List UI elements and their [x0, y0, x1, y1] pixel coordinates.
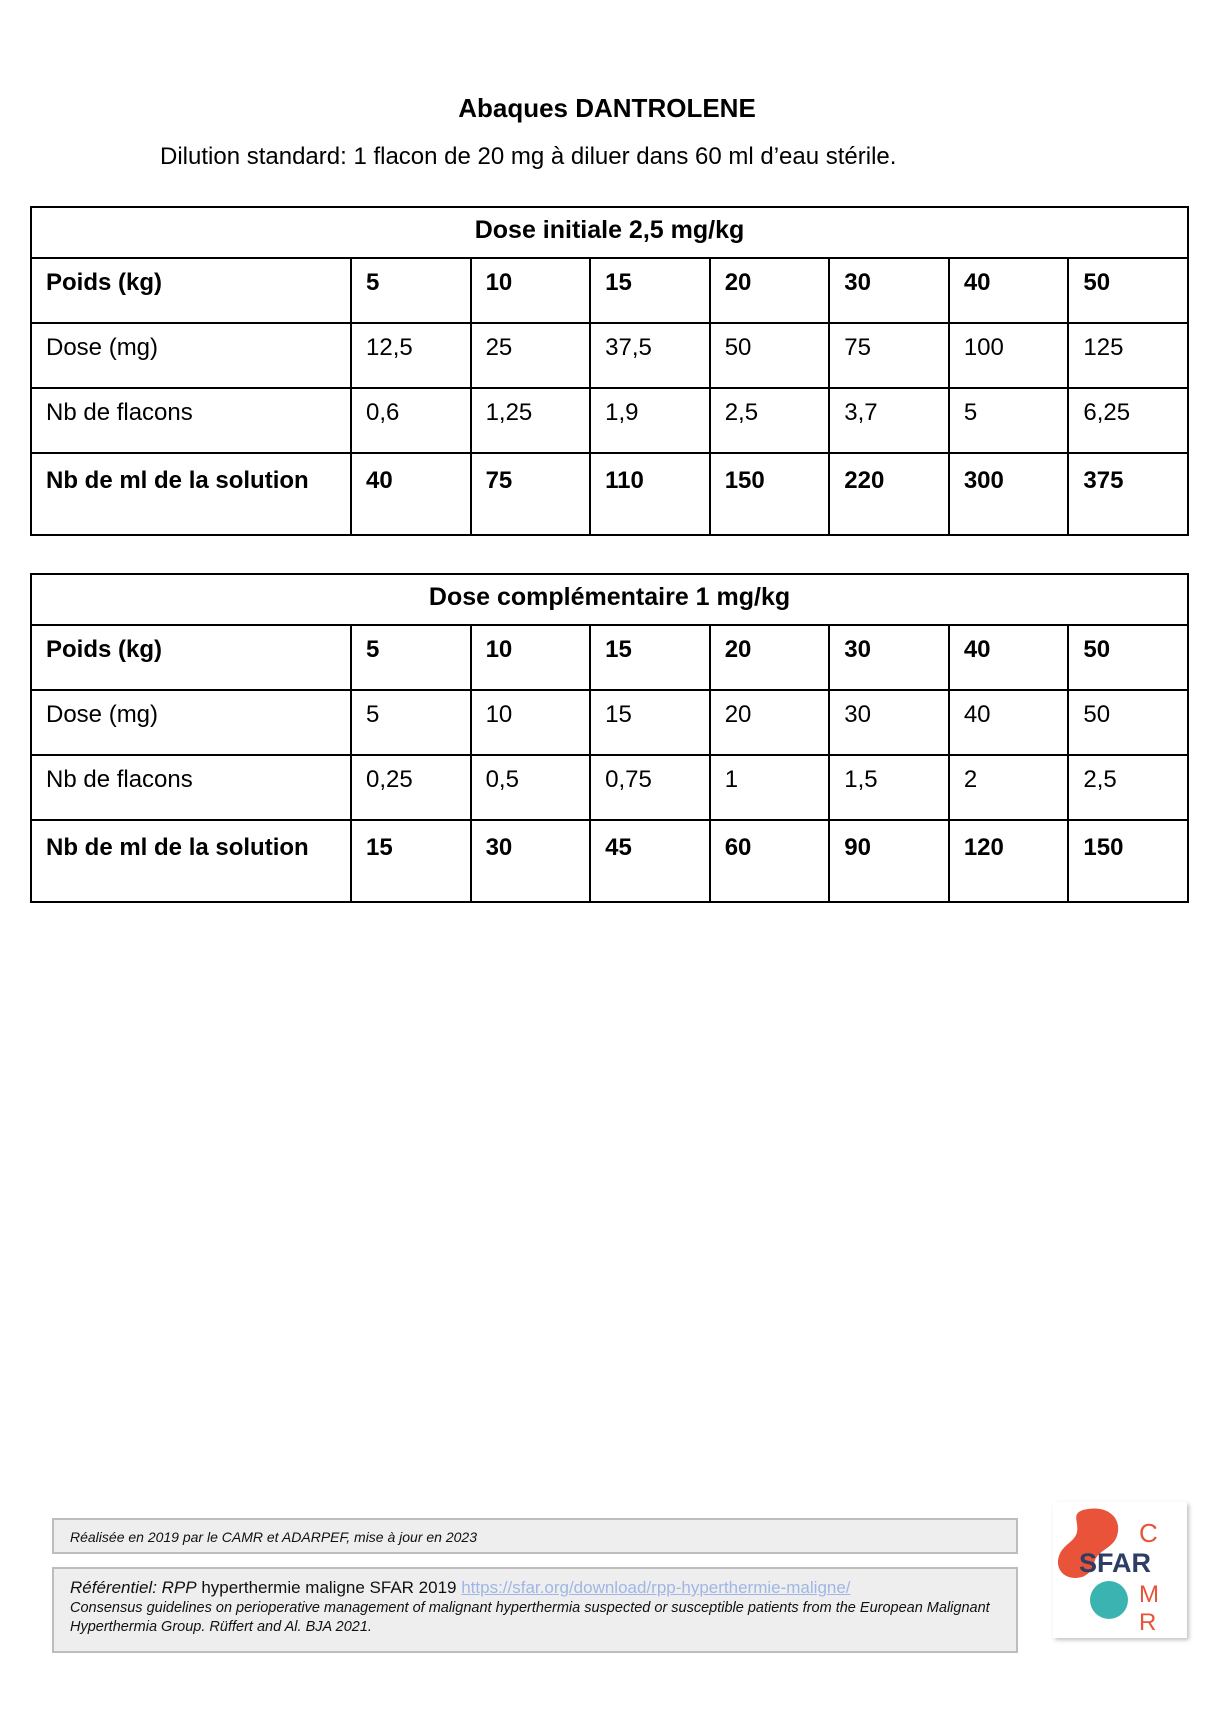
table-cell: 110: [590, 453, 710, 535]
table-row-ml-solution: [31, 820, 1188, 902]
reference-prefix: Référentiel: RPP: [70, 1578, 197, 1597]
reference-title: hyperthermie maligne SFAR 2019: [196, 1578, 462, 1597]
table-row-poids: [31, 625, 1188, 690]
logo-graphic: [1053, 1502, 1187, 1638]
table-cell: 15: [351, 820, 471, 902]
table-cell: 1,9: [590, 388, 710, 453]
reference-box: [52, 1567, 1018, 1653]
table-cell: 5: [949, 388, 1069, 453]
table-row-dose: [31, 690, 1188, 755]
table-cell: 5: [351, 258, 471, 323]
table-cell: 50: [1068, 258, 1188, 323]
table-row-ml-solution: [31, 453, 1188, 535]
logo-letter-m: M: [1139, 1581, 1159, 1608]
table-cell: 220: [829, 453, 949, 535]
table-cell: 20: [710, 625, 830, 690]
table-cell: 2,5: [1068, 755, 1188, 820]
table-cell: 12,5: [351, 323, 471, 388]
table-cell: 10: [471, 258, 591, 323]
table-cell: 150: [710, 453, 830, 535]
table-cell: 2: [949, 755, 1069, 820]
table-cell: 1: [710, 755, 830, 820]
row-label: Poids (kg): [31, 258, 351, 323]
table-cell: 100: [949, 323, 1069, 388]
table-row-dose: [31, 323, 1188, 388]
table-cell: 40: [949, 690, 1069, 755]
table-cell: 6,25: [1068, 388, 1188, 453]
table-cell: 0,6: [351, 388, 471, 453]
table-cell: 90: [829, 820, 949, 902]
logo-letter-c: C: [1139, 1518, 1158, 1548]
row-label: Nb de flacons: [31, 388, 351, 453]
table-cell: 15: [590, 690, 710, 755]
row-label: Nb de flacons: [31, 755, 351, 820]
table-cell: 15: [590, 625, 710, 690]
table-cell: 60: [710, 820, 830, 902]
row-label: Dose (mg): [31, 323, 351, 388]
logo-sfar-text: SFAR: [1079, 1548, 1152, 1578]
table-cell: 20: [710, 258, 830, 323]
table-cell: 50: [1068, 625, 1188, 690]
table-row-flacons: [31, 388, 1188, 453]
table-cell: 0,5: [471, 755, 591, 820]
sfar-camr-logo: [1053, 1502, 1187, 1638]
logo-letter-r: R: [1139, 1609, 1157, 1636]
table-cell: 50: [710, 323, 830, 388]
document-title: Abaques DANTROLENE: [458, 93, 756, 123]
table-cell: 50: [1068, 690, 1188, 755]
table-cell: 375: [1068, 453, 1188, 535]
table-cell: 75: [471, 453, 591, 535]
table-cell: 125: [1068, 323, 1188, 388]
table-cell: 0,75: [590, 755, 710, 820]
table-row-flacons: [31, 755, 1188, 820]
reference-detail: Consensus guidelines on perioperative management of malignant hyperthermia suspected or susceptible patients from the European Malignant Hyperthermia Group. Rüffert and Al. BJA 2021.: [70, 1600, 990, 1635]
table-cell: 0,25: [351, 755, 471, 820]
table-cell: 45: [590, 820, 710, 902]
row-label: Poids (kg): [31, 625, 351, 690]
table-cell: 5: [351, 625, 471, 690]
table-cell: 10: [471, 690, 591, 755]
table-cell: 5: [351, 690, 471, 755]
table-dose-initiale: [30, 206, 1189, 536]
table-cell: 20: [710, 690, 830, 755]
row-label: Dose (mg): [31, 690, 351, 755]
table-cell: 40: [949, 625, 1069, 690]
table-cell: 25: [471, 323, 591, 388]
table-cell: 37,5: [590, 323, 710, 388]
dilution-note: Dilution standard: 1 flacon de 20 mg à diluer dans 60 ml d’eau stérile.: [160, 143, 897, 170]
table-cell: 30: [829, 258, 949, 323]
table-cell: 300: [949, 453, 1069, 535]
table-caption: Dose complémentaire 1 mg/kg: [31, 574, 1188, 625]
table-cell: 30: [471, 820, 591, 902]
credit-box: [52, 1518, 1018, 1554]
table-cell: 3,7: [829, 388, 949, 453]
credit-text: Réalisée en 2019 par le CAMR et ADARPEF, mise à jour en 2023: [70, 1529, 477, 1545]
table-dose-complementaire: [30, 573, 1189, 903]
table-caption: Dose initiale 2,5 mg/kg: [31, 207, 1188, 258]
logo-teal-circle: [1090, 1581, 1128, 1619]
table-cell: 1,5: [829, 755, 949, 820]
table-cell: 30: [829, 690, 949, 755]
reference-link[interactable]: https://sfar.org/download/rpp-hyperthermie-maligne/: [461, 1578, 851, 1597]
table-cell: 1,25: [471, 388, 591, 453]
table-cell: 40: [351, 453, 471, 535]
table-cell: 10: [471, 625, 591, 690]
table-cell: 30: [829, 625, 949, 690]
table-cell: 40: [949, 258, 1069, 323]
table-cell: 150: [1068, 820, 1188, 902]
row-label: Nb de ml de la solution: [31, 820, 351, 902]
row-label: Nb de ml de la solution: [31, 453, 351, 535]
table-cell: 75: [829, 323, 949, 388]
table-cell: 120: [949, 820, 1069, 902]
reference-line: [70, 1577, 1000, 1599]
table-row-poids: [31, 258, 1188, 323]
table-cell: 15: [590, 258, 710, 323]
table-cell: 2,5: [710, 388, 830, 453]
